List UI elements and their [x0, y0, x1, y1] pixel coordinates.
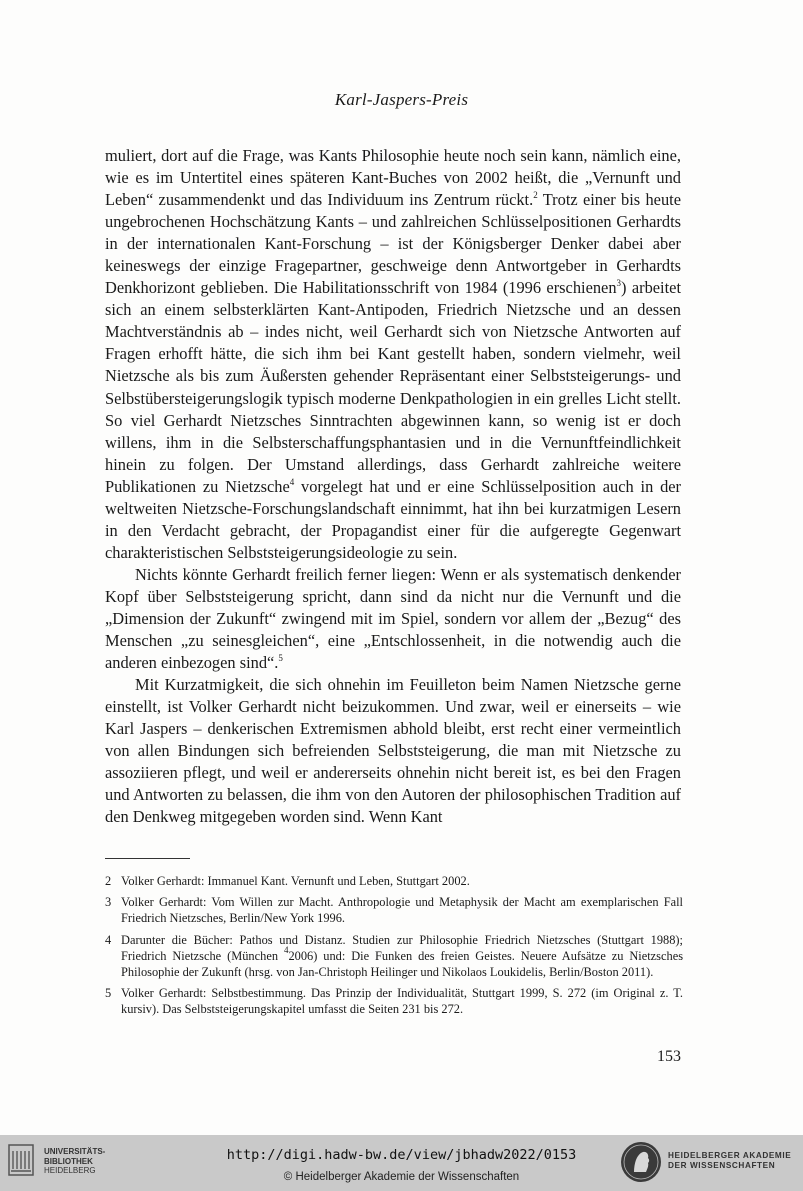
- paragraph: [105, 145, 681, 564]
- footnote-reference[interactable]: 5: [278, 653, 283, 664]
- footnote: [105, 873, 683, 889]
- logo-line: BIBLIOTHEK: [44, 1156, 93, 1166]
- footnote-text: [121, 894, 683, 926]
- paragraph: [105, 674, 681, 828]
- footnote-reference[interactable]: 3: [616, 278, 622, 289]
- body-text: [105, 145, 681, 828]
- text-run: Nichts könnte Gerhardt freilich ferner liegen: Wenn er als systematisch denkender Kopf über Selbststeigerung spricht, dann sind da nicht nur die Vernunft und die „Dimension der Zukunft“ zwingend mit im Spiel, sondern vor allem der „Bezug“ des Menschen „zu seinesgleichen“, eine „Entschlossenheit, in die notwendig auch die anderen einbezogen sind“.: [105, 564, 681, 673]
- text-run: vorgelegt hat und er eine Schlüsselposition auch in der weltweiten Nietzsche-Forschungslandschaft einnimmt, hat ihn bei kurzatmigen Lesern in den Verdacht gebracht, der Propagandist einer für die aufgeregte Gegenwart charakteristischen Selbststeigerungsideologie zu sein.: [105, 476, 681, 562]
- logo-line: HEIDELBERGER AKADEMIE: [668, 1151, 792, 1160]
- academy-seal-icon: [619, 1139, 663, 1185]
- footnote: [105, 932, 683, 981]
- footnote-text: [121, 932, 683, 981]
- footnote-number: 3: [105, 895, 112, 910]
- footnote-number: 5: [105, 986, 112, 1001]
- footnote: [105, 894, 683, 926]
- text-run: Volker Gerhardt: Vom Willen zur Macht. Anthropologie und Metaphysik der Macht am exemplarischen Fall Friedrich Nietzsches, Berlin/New York 1996.: [121, 895, 683, 926]
- text-run: Volker Gerhardt: Selbstbestimmung. Das Prinzip der Individualität, Stuttgart 1999, S. 272 (im Original z. T. kursiv). Das Selbststeigerungskapitel umfasst die Seiten 231 bis 272.: [121, 986, 683, 1017]
- paragraph: [105, 564, 681, 674]
- logo-line: DER WISSENSCHAFTEN: [668, 1161, 776, 1170]
- footnote-number: 4: [105, 932, 112, 947]
- academy-name: [668, 1151, 791, 1171]
- text-run: Mit Kurzatmigkeit, die sich ohnehin im Feuilleton beim Namen Nietzsche gerne einstellt, ist Volker Gerhardt nicht beizukommen. Und zwar, weil er einerseits – wie Karl Jaspers – denkerischen Extremismen abhold bleibt, erst recht einer vermeintlich von allen Bindungen sich befreienden Selbststeigerung, die man mit Nietzsche zu assoziieren pflegt, und weil er andererseits ohnehin nicht bereit ist, es bei den Fragen und Antworten zu belassen, die ihm von den Autoren der philosophischen Tradition auf den Denkweg mitgegeben worden sind. Wenn Kant: [105, 675, 681, 827]
- page-number: 153: [657, 1048, 681, 1065]
- footnote-reference[interactable]: 2: [533, 190, 538, 201]
- footnote-separator: [105, 858, 190, 859]
- text-run: Volker Gerhardt: Immanuel Kant. Vernunft und Leben, Stuttgart 2002.: [121, 874, 470, 888]
- footnote-text: [121, 985, 683, 1017]
- logo-line: HEIDELBERG: [44, 1166, 96, 1175]
- footnote-text: [121, 873, 683, 889]
- text-run: 2006) und: Die Funken des freien Geistes. Neuere Aufsätze zu Nietzsches Philosophie der Zukunft (hrsg. von Jan-Christoph Heilinger und Nikolaos Loukidelis, Berlin/Boston 2011).: [121, 948, 684, 980]
- document-url[interactable]: http://digi.hadw-bw.de/view/jbhadw2022/0153: [226, 1147, 577, 1163]
- footnote-number: 2: [105, 874, 112, 888]
- text-run: ) arbeitet sich an einem selbsterklärten Kant-Antipoden, Friedrich Nietzsche und an dessen Machtverständnis ab – indes nicht, weil Gerhardt sich von Nietzsche Antworten auf Fragen erhofft hätte, die sich ihm bei Kant gestellt haben, sondern vielmehr, weil Nietzsche als bis zum Äußersten gehender Repräsentant einer Selbststeigerungs- und Selbstübersteigerungslogik typisch moderne Denkpathologien in ein grelles Licht stellt. So viel Gerhardt Nietzsches Sinntrachten abgewinnen kann, so wenig ist er doch willens, ihm in die Selbsterschaffungsphantasien und in die Vernunftfeindlichkeit hinein zu folgen. Der Umstand allerdings, dass Gerhardt zahlreiche weitere Publikationen zu Nietzsche: [105, 278, 681, 496]
- footnote-reference[interactable]: 4: [283, 944, 289, 955]
- footnote: [105, 985, 683, 1017]
- footnotes: [105, 873, 683, 1023]
- text-run: Darunter die Bücher: Pathos und Distanz. Studien zur Philosophie Friedrich Nietzsches (Stuttgart 1988); Friedrich Nietzsche (München: [121, 932, 683, 963]
- text-run: muliert, dort auf die Frage, was Kants Philosophie heute noch sein kann, nämlich eine, wie es im Untertitel eines späteren Kant-Buches von 2002 heißt, die „Vernunft und Leben“ zusammendenkt und das Individuum ins Zentrum rückt.: [105, 146, 681, 210]
- text-run: Trotz einer bis heute ungebrochenen Hochschätzung Kants – und zahlreichen Schlüsselpositionen Gerhardts in der internationalen Kant-Forschung – ist der Königsberger Denker dabei aber keineswegs der einzige Fragepartner, geschweige denn Antwortgeber in Gerhardts Denkhorizont geblieben. Die Habilitationsschrift von 1984 (1996 erschienen: [105, 190, 681, 298]
- copyright-notice: © Heidelberger Akademie der Wissenschaften: [283, 1171, 520, 1183]
- logo-line: UNIVERSITÄTS-: [44, 1147, 106, 1156]
- running-head: Karl-Jaspers-Preis: [334, 90, 469, 109]
- footnote-reference[interactable]: 4: [289, 476, 295, 487]
